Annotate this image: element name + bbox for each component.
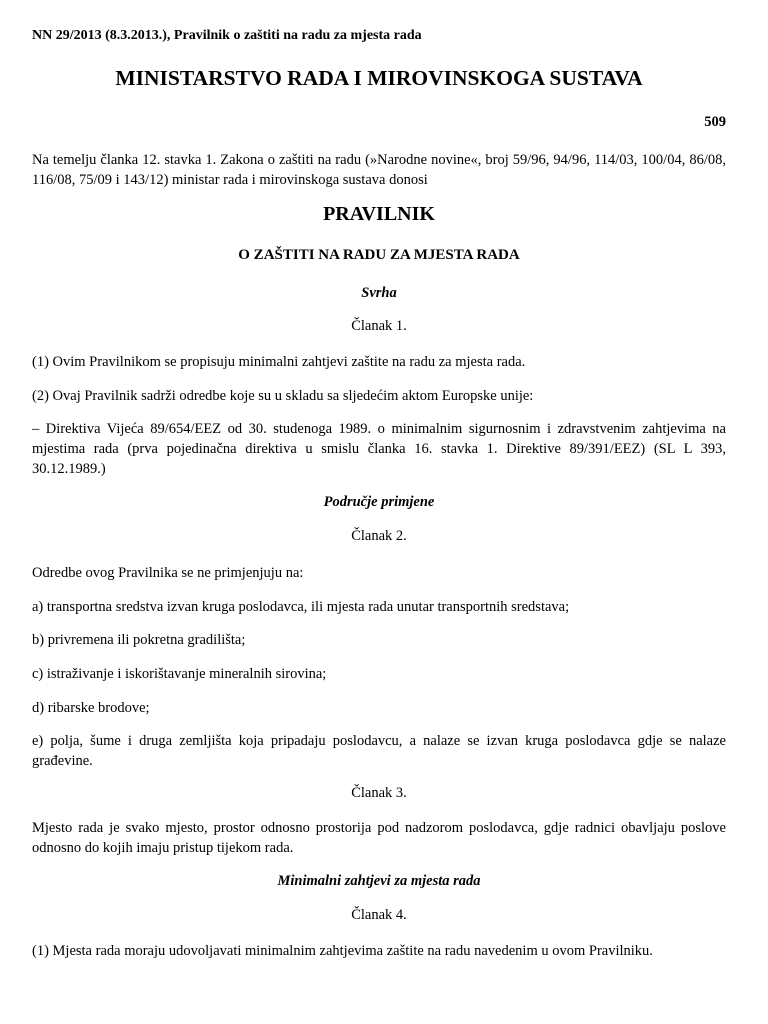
document-number: 509 (704, 114, 726, 130)
section-heading-minimalni: Minimalni zahtjevi za mjesta rada (277, 873, 481, 889)
article-2-item-c: c) istraživanje i iskorištavanje mineralnih sirovina; (32, 666, 327, 682)
document-subtitle: O ZAŠTITI NA RADU ZA MJESTA RADA (238, 247, 520, 263)
article-1-heading: Članak 1. (351, 318, 407, 334)
article-2-intro: Odredbe ovog Pravilnika se ne primjenjuju na: (32, 565, 304, 581)
ministry-heading: MINISTARSTVO RADA I MIROVINSKOGA SUSTAVA (115, 66, 643, 90)
article-2-item-e: e) polja, šume i druga zemljišta koja pripadaju poslodavcu, a nalaze se izvan kruga poslodavca gdje se nalaze građevine. (32, 733, 726, 769)
article-3-heading: Članak 3. (351, 785, 407, 801)
article-2-item-a: a) transportna sredstva izvan kruga poslodavca, ili mjesta rada unutar transportnih sredstava; (32, 599, 570, 615)
publication-line: NN 29/2013 (8.3.2013.), Pravilnik o zaštiti na radu za mjesta rada (32, 28, 422, 43)
article-4-paragraph-1: (1) Mjesta rada moraju udovoljavati minimalnim zahtjevima zaštite na radu navedenim u ovom Pravilniku. (32, 943, 653, 959)
article-1-paragraph-1: (1) Ovim Pravilnikom se propisuju minimalni zahtjevi zaštite na radu za mjesta rada. (32, 354, 526, 370)
article-1-directive: – Direktiva Vijeća 89/654/EEZ od 30. studenoga 1989. o minimalnim sigurnosnim i zdravstvenim zahtjevima na mjestima rada (prva pojedinačna direktiva u smislu članka 16. stavka 1. Direktive 89/391/EEZ) (SL L 393, 30.12.1989.) (32, 421, 726, 477)
article-1-paragraph-2: (2) Ovaj Pravilnik sadrži odredbe koje su u skladu sa sljedećim aktom Europske unije: (32, 388, 534, 404)
intro-paragraph: Na temelju članka 12. stavka 1. Zakona o zaštiti na radu (»Narodne novine«, broj 59/96, 94/96, 114/03, 100/04, 86/08, 116/08, 75/09 i 143/12) ministar rada i mirovinskoga sustava donosi (32, 152, 726, 188)
article-2-item-b: b) privremena ili pokretna gradilišta; (32, 632, 246, 648)
article-4-heading: Članak 4. (351, 907, 407, 923)
article-2-heading: Članak 2. (351, 528, 407, 544)
article-3-paragraph: Mjesto rada je svako mjesto, prostor odnosno prostorija pod nadzorom poslodavca, gdje radnici obavljaju poslove odnosno do kojih imaju pristup tijekom rada. (32, 820, 726, 856)
section-heading-podrucje: Područje primjene (323, 494, 435, 510)
section-heading-svrha: Svrha (361, 285, 397, 301)
article-2-item-d: d) ribarske brodove; (32, 700, 150, 716)
document-title: PRAVILNIK (323, 203, 435, 225)
